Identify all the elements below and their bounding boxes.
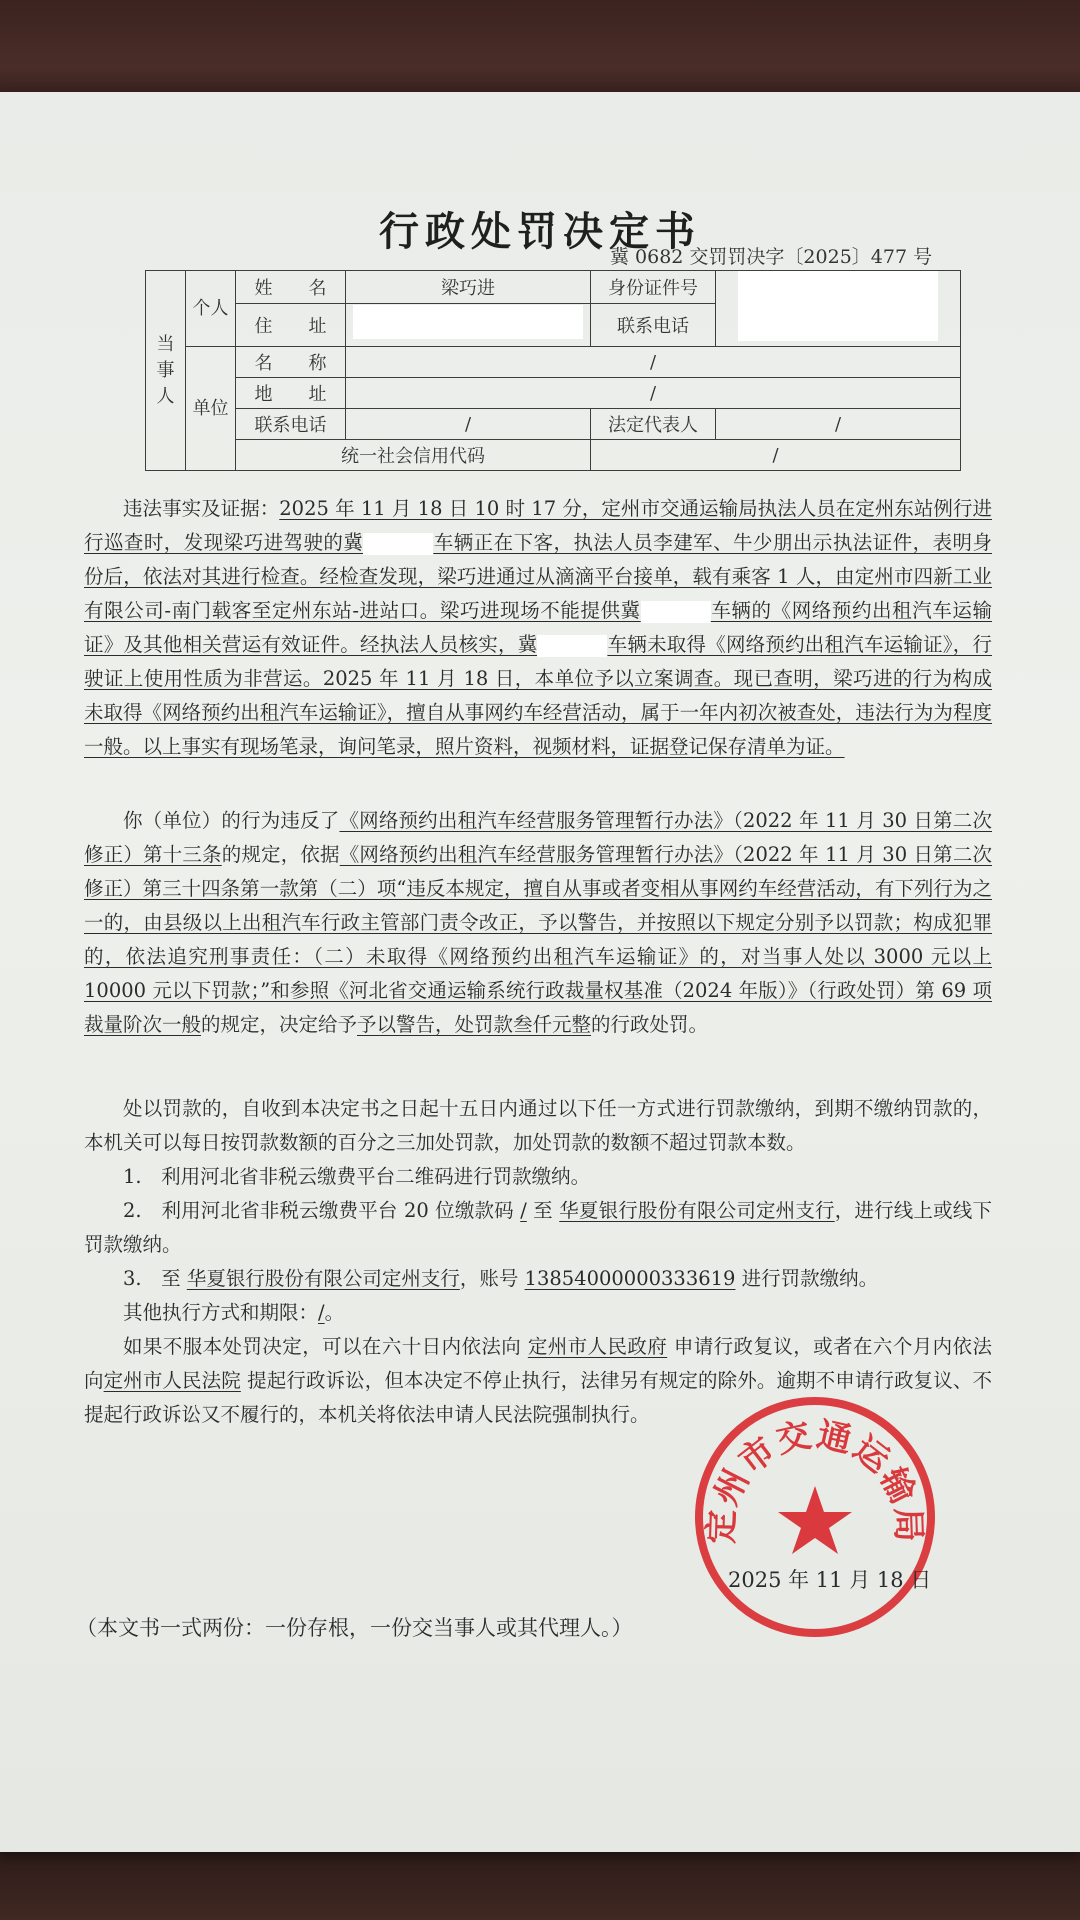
penalty-decision: 予以警告，处罚款叁仟元整 (357, 1013, 592, 1036)
name-label: 姓 名 (236, 271, 346, 304)
document-page (0, 92, 1080, 1852)
party-group-label: 当事人 (146, 271, 186, 471)
party-info-table (145, 270, 961, 471)
address-redacted (346, 303, 591, 346)
id-phone-redacted (716, 271, 961, 347)
facts-text-2: 车辆正在下客，执法人员李建军、牛少朋出示执法证件，表明身份后，依法对其进行检查。经检查发现，梁巧进通过从滴滴平台接单，载有乘客 1 人，由定州市四新工业有限公司-南门载客至定州东站-进站口。梁巧进现场不能提供冀 (84, 531, 992, 622)
unit-phone-label: 联系电话 (236, 409, 346, 440)
legal-rep-value: / (716, 409, 961, 440)
bank-name: 华夏银行股份有限公司定州支行 (186, 1267, 460, 1290)
payment-method-3: 3. 至 华夏银行股份有限公司定州支行，账号 13854000000333619 进行罚款缴纳。 (123, 1267, 879, 1290)
plate-redacted-1 (363, 533, 433, 555)
issue-date: 2025 年 11 月 18 日 (728, 1568, 932, 1592)
credit-code-label: 统一社会信用代码 (236, 440, 591, 471)
id-label: 身份证件号 (591, 271, 716, 304)
individual-label: 个人 (186, 271, 236, 347)
plate-redacted-3 (537, 635, 607, 657)
document-title: 行政处罚决定书 (379, 208, 701, 255)
official-seal (692, 1394, 938, 1640)
document-number: 冀 0682 交罚罚决字〔2025〕477 号 (610, 246, 933, 268)
unit-name-value: / (346, 347, 961, 378)
other-methods: 其他执行方式和期限：/。 (123, 1301, 345, 1324)
name-value: 梁巧进 (346, 271, 591, 304)
payment-intro: 处以罚款的，自收到本决定书之日起十五日内通过以下任一方式进行罚款缴纳，到期不缴纳罚款的，本机关可以每日按罚款数额的百分之三加处罚款，加处罚款的数额不超过罚款本数。 (84, 1097, 992, 1154)
payment-method-1: 1. 利用河北省非税云缴费平台二维码进行罚款缴纳。 (123, 1165, 591, 1188)
facts-text-3: 车辆的《网络预约出租汽车运输证》及其他相关营运有效证件。经执法人员核实，冀 (84, 599, 992, 656)
footer-note: （本文书一式两份：一份存根，一份交当事人或其代理人。） (76, 1616, 633, 1640)
phone-label: 联系电话 (591, 303, 716, 346)
violation-tail: 的行政处罚。 (591, 1013, 709, 1036)
unit-label: 单位 (186, 347, 236, 471)
facts-section (84, 492, 992, 764)
bank-name: 华夏银行股份有限公司定州支行 (559, 1199, 835, 1222)
credit-code-value: / (591, 440, 961, 471)
penalty-basis: 《网络预约出租汽车经营服务管理暂行办法》（2022 年 11 月 30 日第二次修正）第三十四条第一款第（二）项“违反本规定，擅自从事或者变相从事网约车经营活动，有下列行为之一的，由县级以上出租汽车行政主管部门责令改正，予以警告，并按照以下规定分别予以罚款；构成犯罪的，依法追究刑事责任：（二）未取得《网络预约出租汽车运输证》的，对当事人处以 3000 元以上 10000 元以下罚款；”和参照《河北省交通运输系统行政裁量权基准（2024 年版）》（行政处罚）第 69 项裁量阶次一般 (84, 843, 992, 1036)
violation-basis-intro: 的规定，依据 (221, 843, 340, 866)
violation-intro: 你（单位）的行为违反了 (123, 809, 340, 832)
facts-label: 违法事实及证据： (123, 497, 280, 520)
plate-redacted-2 (641, 601, 711, 623)
appeal-text: 如果不服本处罚决定，可以在六十日内依法向 定州市人民政府 申请行政复议，或者在六个月内依法向定州市人民法院 提起行政诉讼，但本决定不停止执行，法律另有规定的除外。逾期不申请行政复议、不提起行政诉讼又不履行的，本机关将依法申请人民法院强制执行。 (84, 1335, 992, 1426)
address-label: 住 址 (236, 303, 346, 346)
review-authority: 定州市人民政府 (527, 1335, 668, 1358)
violation-section (84, 804, 992, 1042)
violation-decision-intro: 的规定，决定给予 (201, 1013, 358, 1036)
payment-section (84, 1092, 992, 1432)
unit-address-value: / (346, 378, 961, 409)
facts-text-4: 车辆未取得《网络预约出租汽车运输证》，行驶证上使用性质为非营运。2025 年 11 月 18 日，本单位予以立案调查。现已查明，梁巧进的行为构成未取得《网络预约出租汽车运输证》，擅自从事网约车经营活动，属于一年内初次被查处，违法行为为程度一般。以上事实有现场笔录，询问笔录，照片资料，视频材料，证据登记保存清单为证。 (84, 633, 992, 758)
payment-method-2: 2. 利用河北省非税云缴费平台 20 位缴款码 / 至 华夏银行股份有限公司定州支行，进行线上或线下罚款缴纳。 (84, 1199, 992, 1256)
violated-regulation: 《网络预约出租汽车经营服务管理暂行办法》（2022 年 11 月 30 日第二次修正）第十三条 (84, 809, 992, 866)
legal-rep-label: 法定代表人 (591, 409, 716, 440)
seal-text: 定州市交通运输局 (701, 1414, 929, 1545)
star-icon (778, 1486, 852, 1554)
unit-name-label: 名 称 (236, 347, 346, 378)
unit-address-label: 地 址 (236, 378, 346, 409)
background-bottom (0, 1840, 1080, 1920)
court-name: 定州市人民法院 (103, 1369, 241, 1392)
facts-text-1: 2025 年 11 月 18 日 10 时 17 分，定州市交通运输局执法人员在定州东站例行进行巡查时，发现梁巧进驾驶的冀 (84, 497, 992, 554)
unit-phone-value: / (346, 409, 591, 440)
account-number: 13854000000333619 (524, 1267, 736, 1290)
